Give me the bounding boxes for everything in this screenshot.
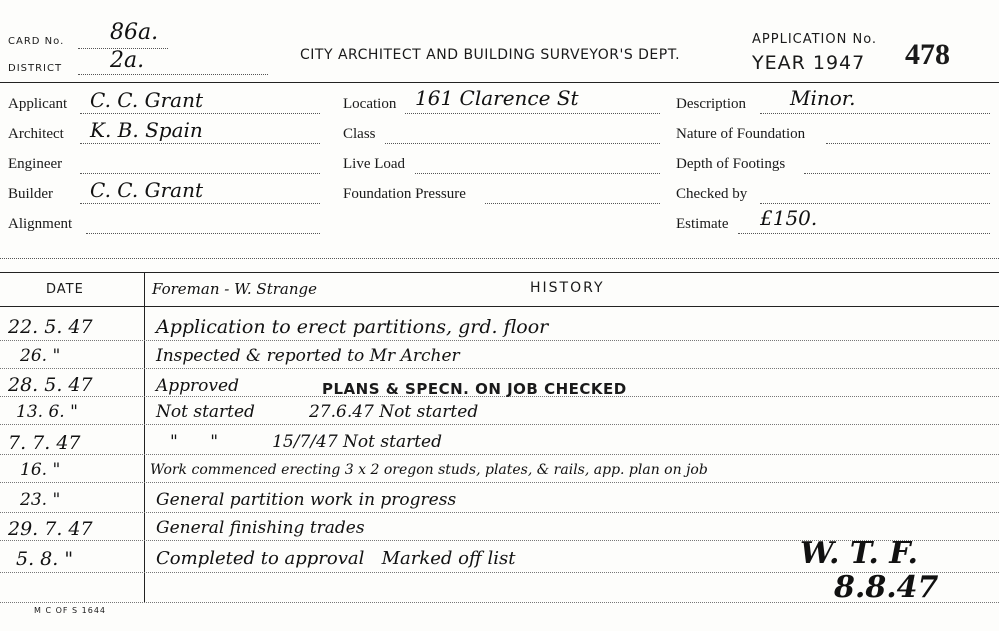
form-code: M C OF S 1644 — [34, 606, 106, 615]
date-column-header: DATE — [46, 282, 84, 297]
location-value: 161 Clarence St — [415, 86, 579, 110]
year-label: YEAR 1947 — [752, 52, 866, 74]
builder-value: C. C. Grant — [90, 178, 203, 202]
signature-date: 8.8.47 — [834, 570, 939, 605]
history-row-entry: Inspected & reported to Mr Archer — [156, 346, 460, 366]
card-no-label: CARD No. — [8, 36, 65, 47]
location-label: Location — [343, 96, 397, 112]
applicant-label: Applicant — [8, 96, 68, 112]
history-row-date: 28. 5. 47 — [8, 374, 93, 396]
estimate-label: Estimate — [676, 216, 729, 232]
estimate-value: £150. — [760, 206, 818, 230]
live-load-label: Live Load — [343, 156, 406, 172]
history-row-date: 26. " — [20, 346, 61, 366]
history-row-date: 7. 7. 47 — [8, 432, 81, 454]
history-row-entry: Completed to approval Marked off list — [156, 548, 516, 569]
class-label: Class — [343, 126, 376, 142]
application-no-label: APPLICATION No. — [752, 32, 878, 47]
foundation-pressure-label: Foundation Pressure — [343, 186, 466, 202]
applicant-value: C. C. Grant — [90, 88, 203, 112]
district-label: DISTRICT — [8, 63, 63, 74]
architect-label: Architect — [8, 126, 64, 142]
history-row-entry: " " 15/7/47 Not started — [170, 432, 442, 452]
history-row-date: 22. 5. 47 — [8, 316, 93, 338]
description-value: Minor. — [790, 86, 856, 110]
architect-value: K. B. Spain — [90, 118, 203, 142]
history-row-entry: Approved — [156, 376, 239, 396]
history-row-entry: Not started 27.6.47 Not started — [156, 402, 479, 422]
history-row-date: 23. " — [20, 490, 61, 510]
history-row-entry: Application to erect partitions, grd. floor — [156, 316, 549, 338]
department-title: CITY ARCHITECT AND BUILDING SURVEYOR'S DEPT. — [300, 47, 681, 63]
history-row-date: 16. " — [20, 460, 61, 480]
history-row-entry: General finishing trades — [156, 518, 365, 538]
depth-of-footings-label: Depth of Footings — [676, 156, 786, 172]
history-row-date: 5. 8. " — [16, 548, 74, 570]
history-column-header: HISTORY — [530, 280, 605, 296]
foreman-note: Foreman - W. Strange — [152, 280, 317, 298]
history-row-date: 29. 7. 47 — [8, 518, 93, 540]
history-row-entry: Work commenced erecting 3 x 2 oregon studs, plates, & rails, app. plan on job — [150, 462, 708, 478]
district-value: 2a. — [110, 48, 145, 73]
engineer-label: Engineer — [8, 156, 63, 172]
card-no-value: 86a. — [110, 20, 159, 45]
builder-label: Builder — [8, 186, 53, 202]
nature-of-foundation-label: Nature of Foundation — [676, 126, 806, 142]
checked-by-label: Checked by — [676, 186, 748, 202]
description-label: Description — [676, 96, 746, 112]
signature-initials: W. T. F. — [800, 536, 918, 571]
application-number: 478 — [905, 38, 950, 71]
alignment-label: Alignment — [8, 216, 73, 232]
checked-stamp: PLANS & SPECN. ON JOB CHECKED — [322, 380, 627, 398]
history-row-entry: General partition work in progress — [156, 490, 457, 510]
history-row-date: 13. 6. " — [16, 402, 78, 422]
